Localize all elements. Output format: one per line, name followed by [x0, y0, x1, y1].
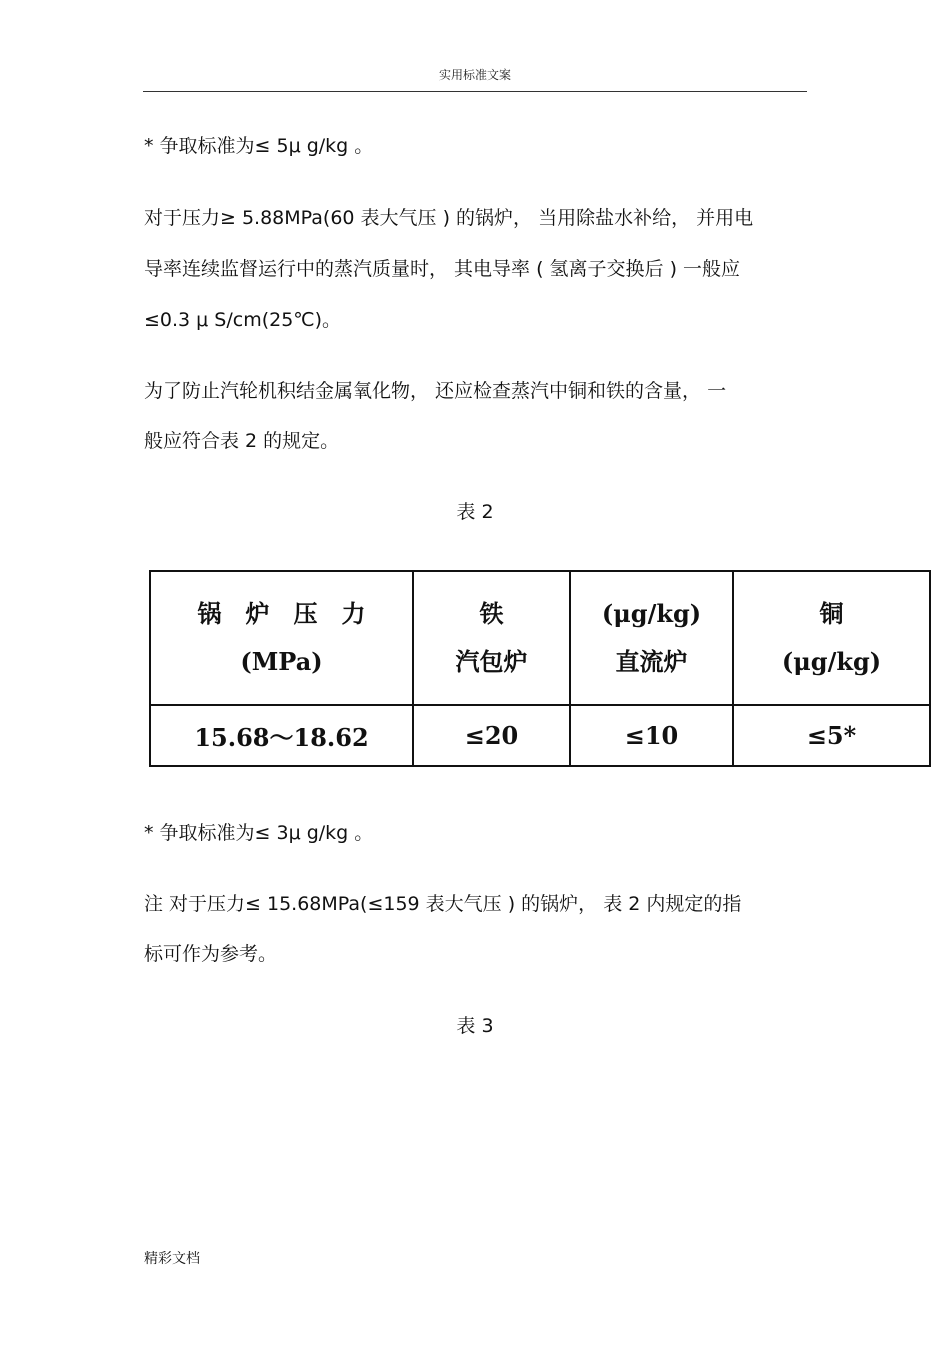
header-drum-boiler: 汽包炉 — [455, 647, 528, 676]
table-row — [150, 705, 930, 766]
header-divider — [143, 91, 807, 92]
table-header-row — [150, 571, 930, 705]
header-once-through — [570, 571, 733, 705]
paragraph-oxides-line2: 般应符合表 2 的规定。 — [144, 430, 340, 452]
paragraph-conductivity-line1: 对于压力≥ 5.88MPa(60 表大气压 ) 的锅炉， 当用除盐水补给， 并用电 — [144, 207, 754, 229]
header-copper — [733, 571, 930, 705]
header-copper-label: 铜 — [819, 599, 844, 628]
page-footer: 精彩文档 — [144, 1251, 200, 1267]
cell-iron-drum: ≤20 — [413, 705, 570, 766]
note-copper-steam: * 争取标准为≤ 5μ g/kg 。 — [144, 135, 374, 157]
table2 — [149, 570, 929, 765]
header-once-through-boiler: 直流炉 — [615, 647, 688, 676]
cell-iron-once-through: ≤10 — [570, 705, 733, 766]
table2-caption: 表 2 — [456, 501, 494, 523]
paragraph-conductivity-line2: 导率连续监督运行中的蒸汽质量时， 其电导率 ( 氢离子交换后 ) 一般应 — [144, 258, 741, 280]
header-iron — [413, 571, 570, 705]
note-low-pressure-line2: 标可作为参考。 — [144, 943, 278, 965]
header-pressure-unit: (MPa) — [240, 647, 323, 676]
paragraph-oxides-line1: 为了防止汽轮机积结金属氧化物， 还应检查蒸汽中铜和铁的含量， 一 — [144, 380, 727, 402]
table3-caption: 表 3 — [456, 1015, 494, 1037]
note-low-pressure-line1: 注 对于压力≤ 15.68MPa(≤159 表大气压 ) 的锅炉， 表 2 内规定的指 — [144, 893, 742, 915]
cell-pressure: 15.68～18.62 — [150, 705, 413, 766]
header-iron-label: 铁 — [479, 599, 504, 628]
header-copper-unit: (μg/kg) — [781, 647, 882, 676]
table2-grid — [149, 570, 931, 767]
cell-copper: ≤5* — [733, 705, 930, 766]
header-iron-unit: (μg/kg) — [601, 599, 702, 628]
note-copper-table: * 争取标准为≤ 3μ g/kg 。 — [144, 822, 374, 844]
paragraph-conductivity-line3: ≤0.3 μ S/cm(25℃)。 — [144, 309, 342, 331]
header-pressure-label: 锅炉压力 — [197, 599, 390, 628]
header-pressure — [150, 571, 413, 705]
page-header: 实用标准文案 — [438, 68, 511, 82]
